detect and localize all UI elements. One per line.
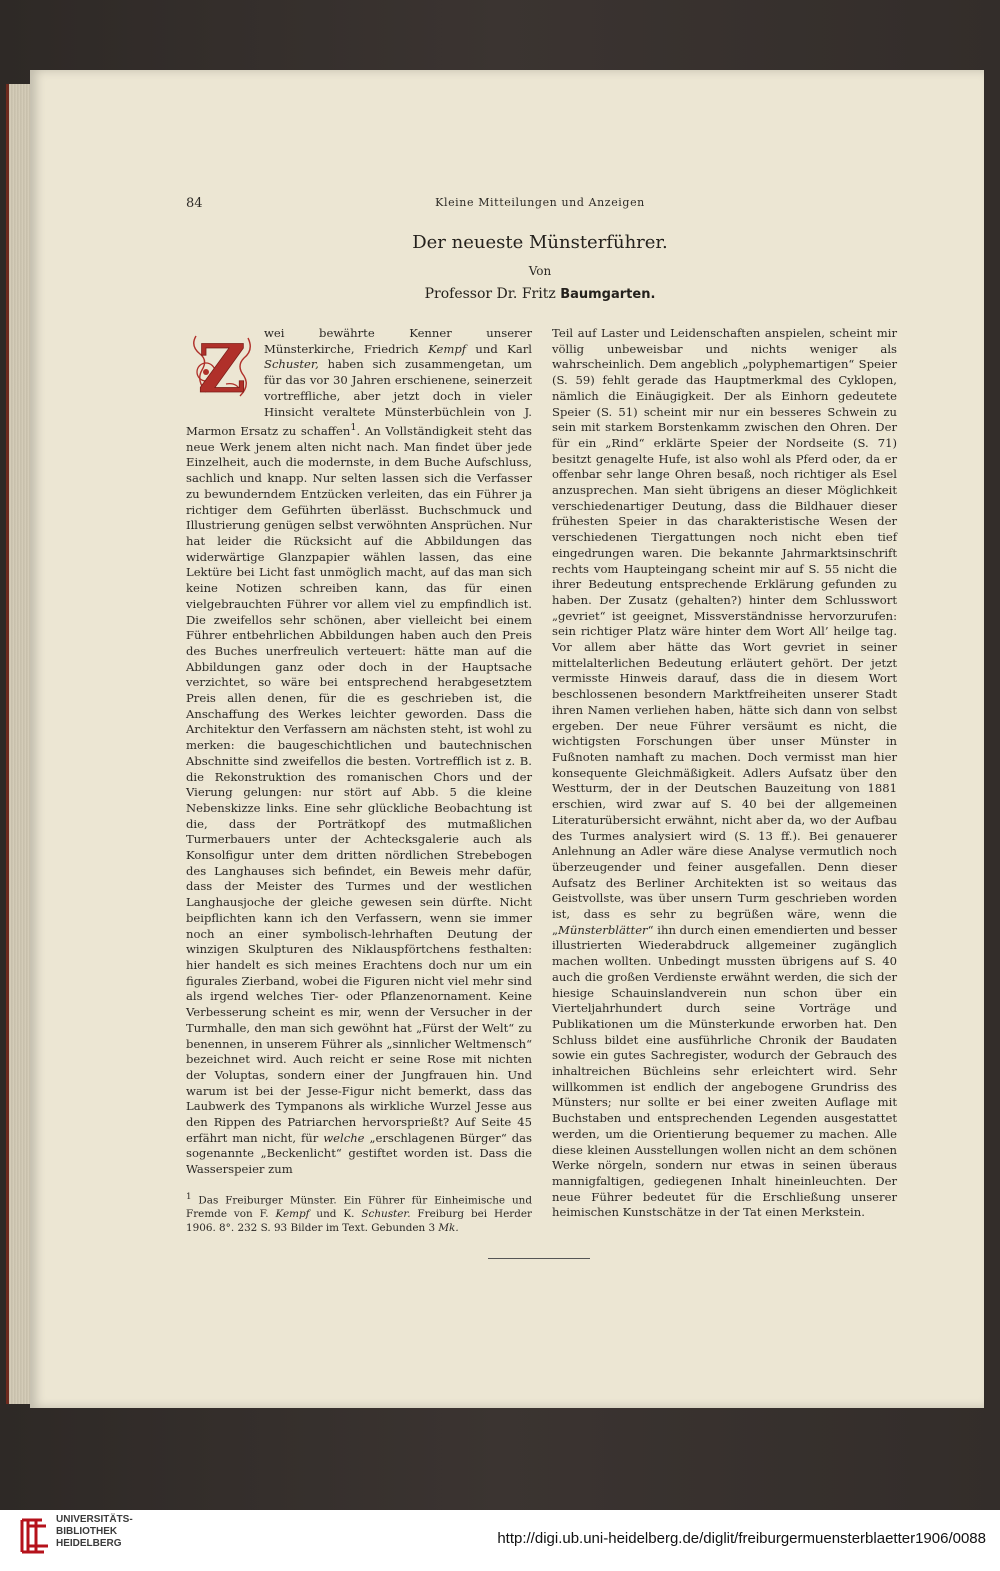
source-url[interactable]: http://digi.ub.uni-heidelberg.de/diglit/freiburgermuensterblaetter1906/0088 [497,1530,986,1547]
right-column [552,326,897,1236]
book-edge [6,84,33,1404]
decorated-initial [186,328,258,406]
article-author [300,286,780,302]
author-prefix: Professor Dr. Fritz [424,286,561,302]
page-number: 84 [186,196,203,211]
byline-von: Von [528,264,552,278]
left-column [186,326,532,1177]
library-logo-icon [18,1516,50,1556]
library-name [56,1514,133,1550]
library-line: HEIDELBERG [56,1538,122,1549]
dropcap-letter: Z [197,330,247,408]
library-line: UNIVERSITÄTS- [56,1514,133,1525]
article-title: Der neueste Münsterführer. [412,232,668,253]
end-rule [488,1258,590,1259]
left-column-text: wei bewährte Kenner unserer Münsterkirche, Friedrich Kempf und Karl Schuster, haben sich zusammengetan, um für das vor 30 Jahren erschienene, seinerzeit vortreffliche, aber jetzt doch in vieler Hinsicht veraltete Münsterbüchlein von J. Marmon Ersatz zu schaffen$^1$. An Vollständigkeit steht das neue Werk jenem alten nicht nach. Man findet über jede Einzelheit, auch die modernste, in dem Buche Aufschluss, sachlich und knapp. Nur selten lassen sich die Verfasser zu bewunderndem Entzücken verleiten, das ein Führer ja richtiger dem Geführten überlässt. Buchschmuck und Illustrierung genügen selbst verwöhnten Ansprüchen. Nur hat leider die Rücksicht auf die Abbildungen das widerwärtige Glanzpapier wählen lassen, das eine Lektüre bei Licht fast unmöglich macht, auf das man sich keine Notizen schreiben kann, das für einen vielgebrauchten Führer vor allem viel zu empfindlich ist. Die zweifellos sehr schönen, aber vielleicht bei einem Führer entbehrlichen Abbildungen haben auch den Preis des Buches unerfreulich verteuert: hätte man auf die Abbildungen ganz oder doch in der Hauptsache verzichtet, so wäre bei entsprechend herabgesetztem Preis allen denen, für die es geschrieben ist, die Anschaffung des Werkes leichter geworden. Dass die Architektur den Verfassern am nächsten steht, ist wohl zu merken: die baugeschichtlichen und bautechnischen Abschnitte sind zweifellos die besten. Vortrefflich ist z. B. die Rekonstruktion des romanischen Chors und der Vierung gelungen: nur stört auf Abb. 5 die kleine Nebenskizze links. Eine sehr glückliche Beobachtung ist die, dass der Porträtkopf des mutmaßlichen Turmerbauers unter der Achtecksgalerie auch als Konsolfigur unter dem dritten nördlichen Strebebogen des Langhauses sich befindet, ein Beweis mehr dafür, dass der Meister des Turmes und der westlichen Langhausjoche der gleiche gewesen sein dürfte. Nicht beipflichten kann ich den Verfassern, wenn sie immer noch an einer symbolisch-lehrhaften Deutung der winzigen Skulpturen des Niklauspförtchens festhalten: hier handelt es sich meines Erachtens doch nur um ein figurales Zierband, wobei die Figuren nicht viel mehr sind als irgend welches Tier- oder Pflanzenornament. Keine Verbesserung scheint es mir, wenn der Versucher in der Turmhalle, den man sich gewöhnt hat „Fürst der Welt“ zu benennen, in unserem Führer als „sinnlicher Weltmensch“ bezeichnet wird. Auch reicht er seine Rose mit nichten der Voluptas, sondern einer der Jungfrauen hin. Und warum ist bei der Jesse-Figur nicht bemerkt, dass das Laubwerk des Tympanons als wirkliche Wurzel Jesse aus den Rippen des Patriarchen hervorsprießt? Auf Seite 45 erfährt man nicht, für welche „erschlagenen Bürger“ das sogenannte „Beckenlicht“ gestiftet worden ist. Dass die Wasserspeier zum [186,326,532,1177]
author-name: Baumgarten. [560,287,656,302]
right-column-text: Teil auf Laster und Leidenschaften anspielen, scheint mir völlig unbeweisbar und nichts weniger als wahrscheinlich. Dem angeblich „polyphemartigen“ Speier (S. 59) fehlt gerade das Hauptmerkmal des Cyklopen, nämlich die Einäugigkeit. Der als Einhorn gedeutete Speier (S. 51) scheint mir nur ein besseres Schwein zu sein mit starkem Borstenkamm zwischen den Ohren. Der für ein „Rind“ erklärte Speier der Nordseite (S. 71) besitzt genagelte Hufe, ist also wohl als Pferd oder, da er offenbar sehr lange Ohren besaß, noch richtiger als Esel anzusprechen. Man sieht übrigens an dieser Möglichkeit verschiedenartiger Deutung, dass die Bildhauer dieser frühesten Speier in das charakteristische Wesen der verschiedenen Tiergattungen noch nicht eben tief eingedrungen waren. Die bekannte Jahrmarktsinschrift rechts vom Haupteingang scheint mir auf S. 55 nicht die ihrer Bedeutung entsprechende Erklärung gefunden zu haben. Der Zusatz (gehalten?) hinter dem Schlusswort „gevriet“ ist geeignet, Missverständnisse hervorzurufen: sein richtiger Platz wäre hinter dem Wort All’ heilge tag. Vor allem aber hätte das Wort gevriet in seiner mittelalterlichen Bedeutung erläutert gehört. Der jetzt vermisste Hinweis darauf, dass die in diesem Wort beschlossenen besondern Marktfreiheiten unserer Stadt ihren Namen verliehen haben, hätte sich dann von selbst ergeben. Der neue Führer versäumt es nicht, die wichtigsten Forschungen über unser Münster in Fußnoten namhaft zu machen. Doch vermisst man hier konsequente Gleichmäßigkeit. Adlers Aufsatz über den Westturm, der in der Deutschen Bauzeitung von 1881 erschien, wird zwar auf S. 40 bei der allgemeinen Literaturübersicht erwähnt, nicht aber da, wo der Aufbau des Turmes analysiert wird (S. 13 ff.). Bei genauerer Anlehnung an Adler wäre diese Analyse vermutlich noch überzeugender und feiner ausgefallen. Denn dieser Aufsatz des Berliner Architekten ist so weitaus das Geistvollste, was über unsern Turm geschrieben worden ist, dass es sehr zu begrüßen wäre, wenn die „Münsterblätter“ ihn durch einen emendierten und besser illustrierten Wiederabdruck allgemeiner zugänglich machen wollten. Unbedingt mussten übrigens auf S. 40 auch die großen Verdienste erwähnt werden, die sich der hiesige Schauinslandverein nun schon über ein Vierteljahrhundert durch seine Vorträge und Publikationen um die Münsterkunde erworben hat. Den Schluss bildet eine ausführliche Chronik der Baudaten sowie ein gutes Sachregister, wodurch der Gebrauch des inhaltreichen Büchleins sehr erleichtert wird. Sehr willkommen ist endlich der angebogene Grundriss des Münsters; nur sollte er bei einer zweiten Auflage mit Buchstaben und entsprechenden Legenden ausgestattet werden, um die Orientierung bequemer zu machen. Alle diese kleinen Ausstellungen wollen nicht an dem schönen Werke nörgeln, sondern nur etwas in seinen überaus mannigfaltigen, gediegenen Inhalt hineinleuchten. Der neue Führer bedeutet für die Erschließung unserer heimischen Kunstschätze in der Tat einen Merkstein. [552,326,897,1220]
running-head: Kleine Mitteilungen und Anzeigen [435,196,645,209]
library-line: BIBLIOTHEK [56,1526,118,1537]
footnote: $^1$ Das Freiburger Münster. Ein Führer für Einheimische und Fremde von F. Kempf und K. Schuster. Freiburg bei Herder 1906. 8°. 232 S. 93 Bilder im Text. Gebunden 3 Mk. [186,1192,532,1235]
ornament-initial-icon [186,328,258,406]
